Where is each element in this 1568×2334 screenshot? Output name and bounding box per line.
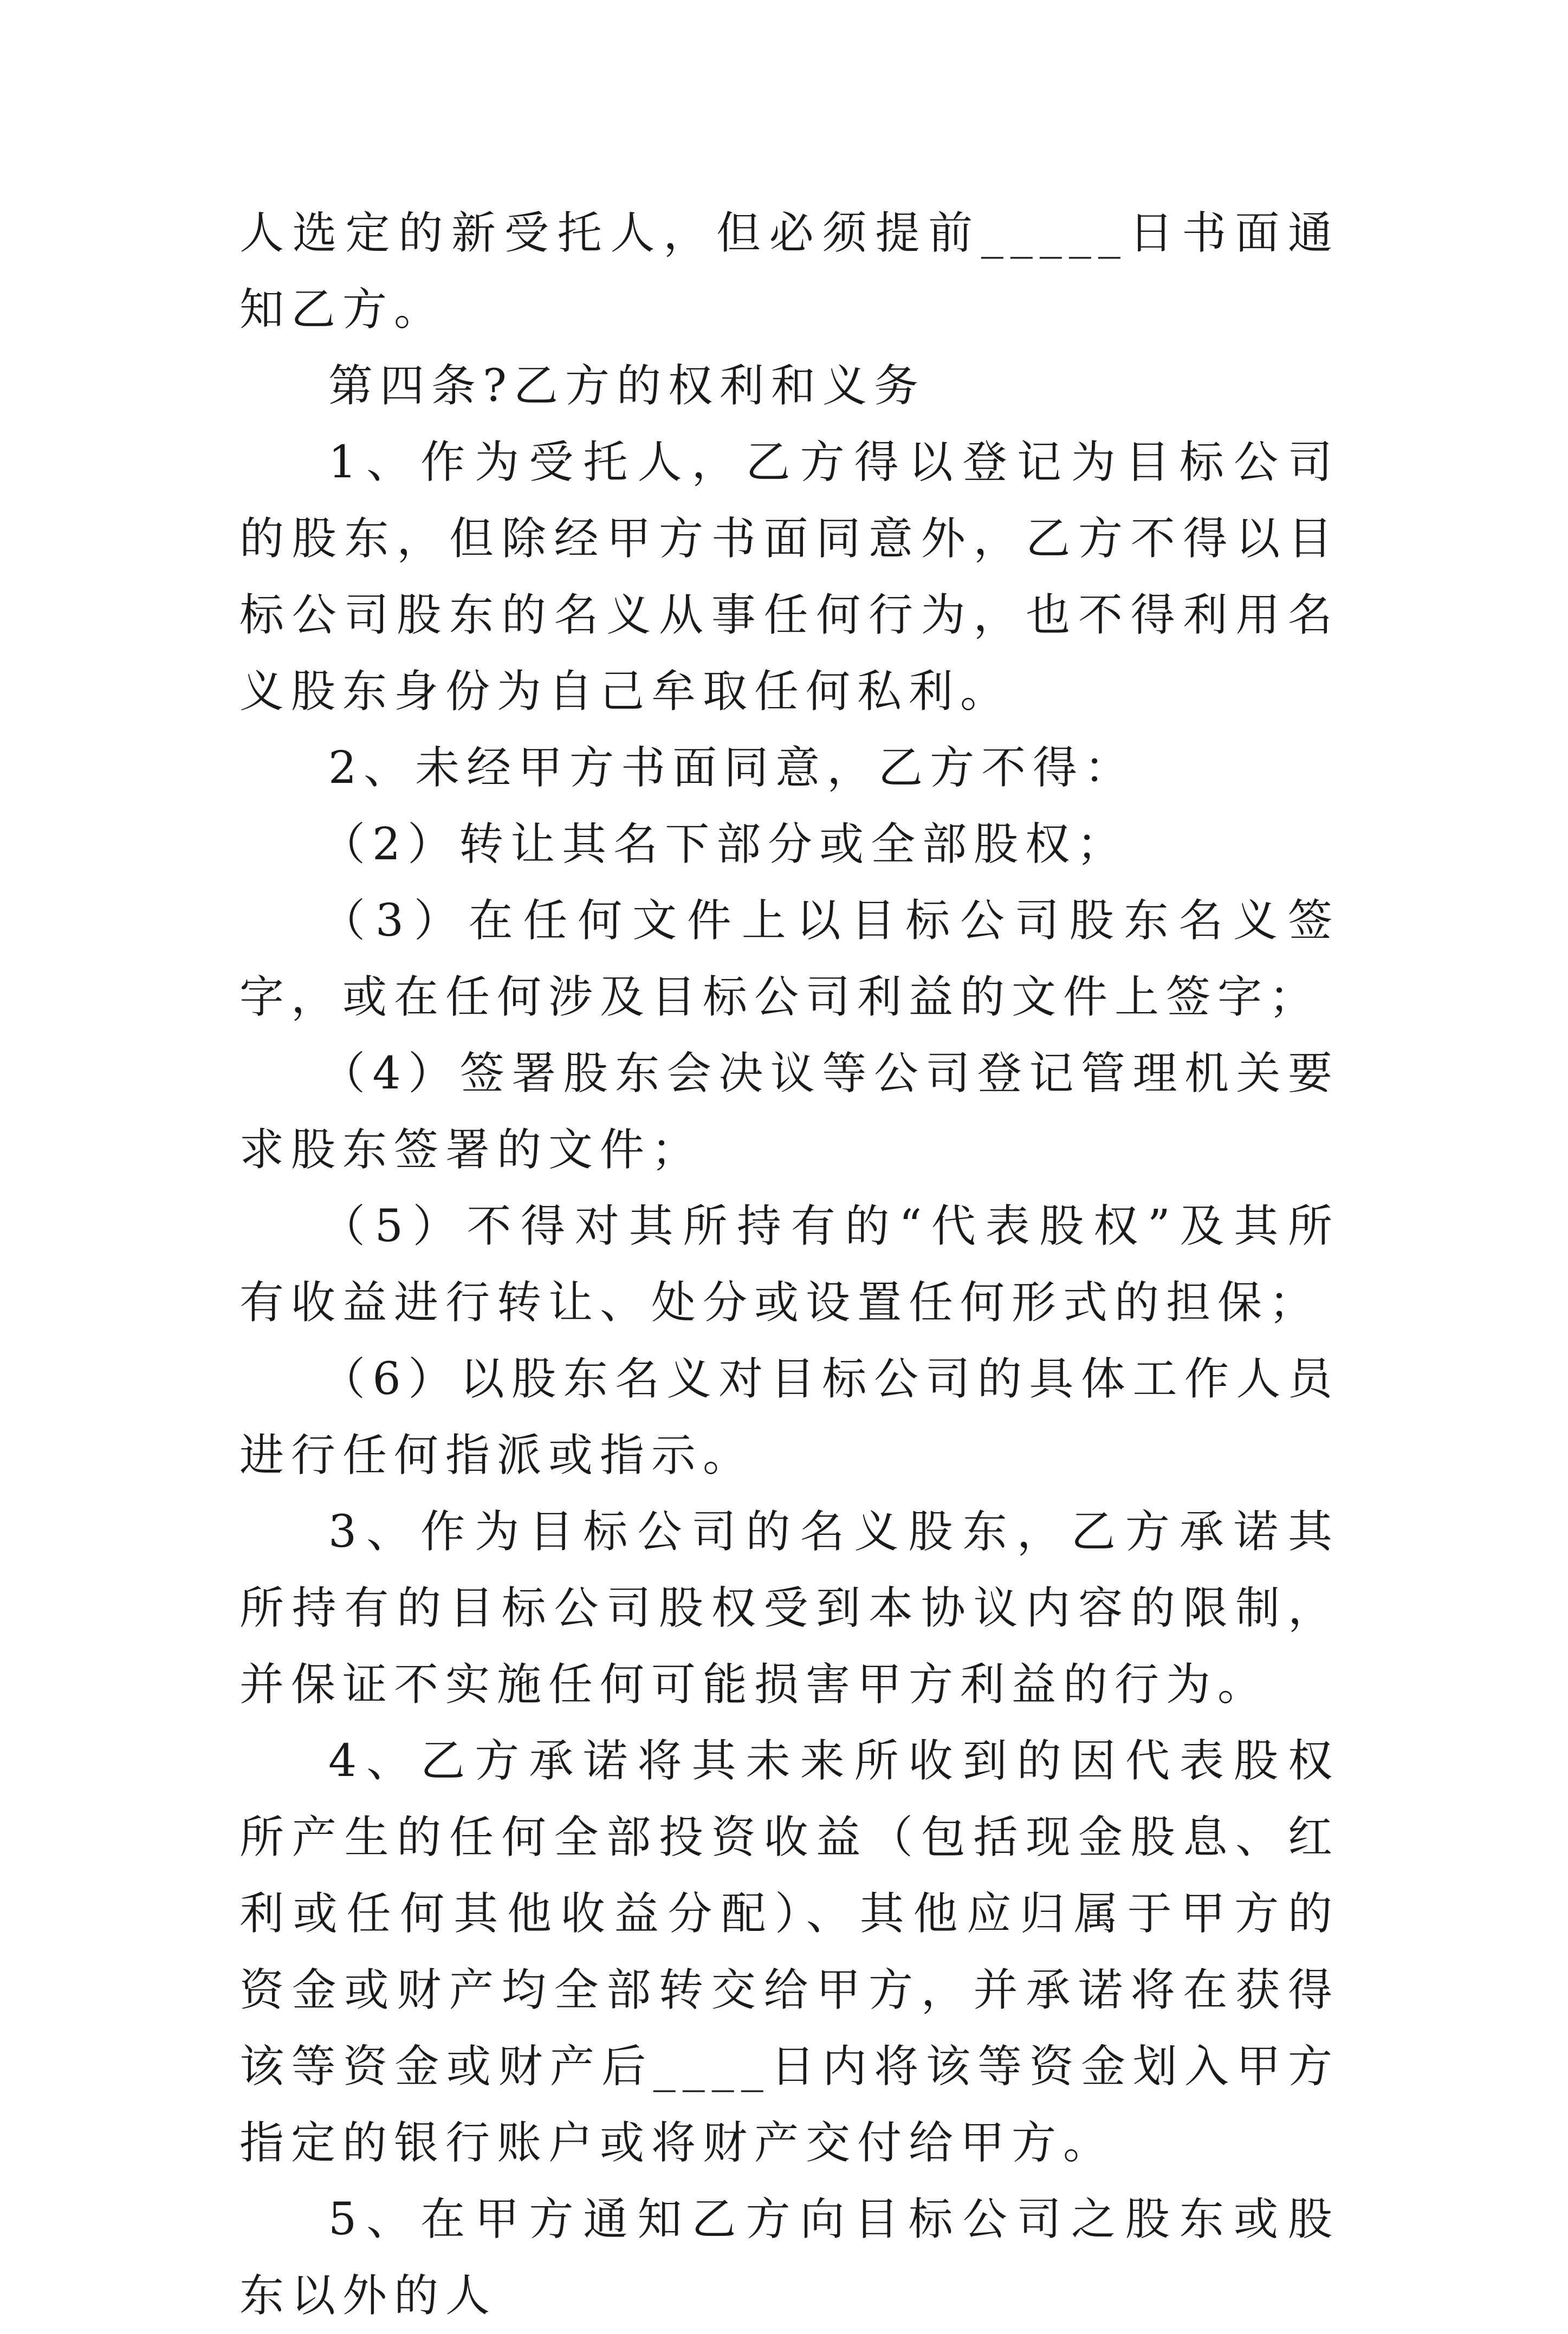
sub-item-6: （6）以股东名义对目标公司的具体工作人员进行任何指派或指示。 bbox=[239, 1353, 1339, 1481]
paragraph-continuation: 人选定的新受托人，但必须提前_____日书面通知乙方。 bbox=[239, 208, 1339, 335]
clause-1: 1、作为受托人，乙方得以登记为目标公司的股东，但除经甲方书面同意外，乙方不得以目标公司股东的名义从事任何行为，也不得利用名义股东身份为自己牟取任何私利。 bbox=[239, 437, 1339, 717]
sub-item-2: （2）转让其名下部分或全部股权； bbox=[321, 819, 1129, 870]
clause-2: 2、未经甲方书面同意，乙方不得： bbox=[328, 742, 1136, 794]
sub-item-3: （3）在任何文件上以目标公司股东名义签字，或在任何涉及目标公司利益的文件上签字； bbox=[239, 895, 1339, 1023]
clause-3: 3、作为目标公司的名义股东，乙方承诺其所持有的目标公司股权受到本协议内容的限制，并保证不实施任何可能损害甲方利益的行为。 bbox=[239, 1506, 1339, 1710]
clause-4: 4、乙方承诺将其未来所收到的因代表股权所产生的任何全部投资收益（包括现金股息、红利或任何其他收益分配）、其他应归属于甲方的资金或财产均全部转交给甲方，并承诺将在获得该等资金或财产后____日内将该等资金划入甲方指定的银行账户或将财产交付给甲方。 bbox=[239, 1735, 1339, 2169]
sub-item-5: （5）不得对其所持有的“代表股权”及其所有收益进行转让、处分或设置任何形式的担保； bbox=[239, 1201, 1339, 1328]
article-heading: 第四条?乙方的权利和义务 bbox=[328, 360, 925, 412]
document-body bbox=[239, 195, 1339, 2334]
sub-item-4: （4）签署股东会决议等公司登记管理机关要求股东签署的文件； bbox=[239, 1048, 1339, 1176]
clause-5: 5、在甲方通知乙方向目标公司之股东或股东以外的人 bbox=[239, 2194, 1339, 2322]
